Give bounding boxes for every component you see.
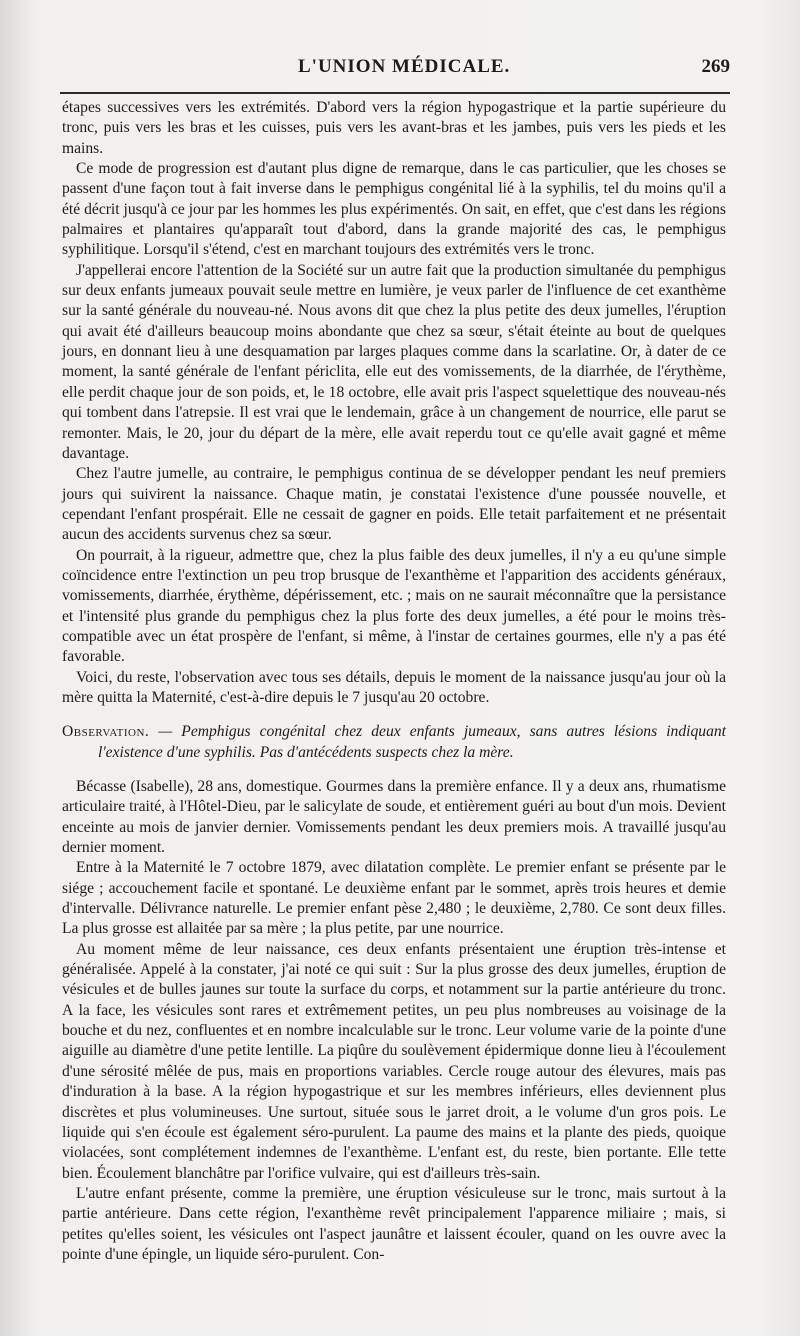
observation-label: Observation.	[62, 723, 150, 741]
paragraph: Entre à la Maternité le 7 octobre 1879, avec dilatation complète. Le premier enfant se présente par le siége ; accouchement facile et spontané. Le deuxième enfant par le sommet, après trois heures et demie d'intervalle. Délivrance naturelle. Le premier enfant pèse 2,480 ; le deuxième, 2,780. Ce sont deux filles. La plus grosse est allaitée par sa mère ; la plus petite, par une nourrice.	[62, 859, 726, 938]
paragraph: On pourrait, à la rigueur, admettre que, chez la plus faible des deux jumelles, il n'y a eu qu'une simple coïncidence entre l'extinction un peu trop brusque de l'exanthème et l'apparition des accidents généraux, vomissements, diarrhée, érythème, dépérissement, etc. ; mais on ne saurait méconnaître que la persistance et l'intensité plus grande du pemphigus chez la plus forte des deux jumelles, a été pour le moins très-compatible avec un état prospère de l'enfant, si même, à l'instar de certaines gourmes, elle n'y a pas été favorable.	[62, 546, 726, 666]
paragraph: Au moment même de leur naissance, ces deux enfants présentaient une éruption très-intense et généralisée. Appelé à la constater, j'ai noté ce qui suit : Sur la plus grosse des deux jumelles, éruption de vésicules et de bulles jaunes sur toute la surface du corps, et notamment sur la partie antérieure du tronc. A la face, les vésicules sont rares et extrêmement petites, un peu plus nombreuses au voisinage de la bouche et du nez, confluentes et en nombre incalculable sur le tronc. Leur volume varie de la pointe d'une aiguille au diamètre d'une petite lentille. La piqûre du soulèvement épidermique donne lieu à l'écoulement d'une sérosité mêlée de pus, mais en proportions variables. Cercle rouge autour des élevures, mais pas d'induration à la base. A la région hypogastrique et sur les membres inférieurs, elles deviennent plus discrètes et plus volumineuses. Une surtout, située sous le jarret droit, a le volume d'un gros pois. Le liquide qui s'en écoule est également séro-purulent. La paume des mains et la plante des pieds, quoique violacées, sont complétement indemnes de l'exanthème. L'enfant est, du reste, bien portante. Elle tette bien. Écoulement blanchâtre par l'orifice vulvaire, qui est d'ailleurs très-sain.	[62, 940, 726, 1182]
header-rule	[60, 92, 730, 94]
paragraph: J'appellerai encore l'attention de la Société sur un autre fait que la production simultanée du pemphigus sur deux enfants jumeaux pouvait seule mettre en lumière, je veux parler de l'influence de cet exanthème sur la santé générale du nouveau-né. Nous avons dit que chez la plus petite des deux jumelles, l'éruption qui avait été d'ailleurs beaucoup moins abondante que chez sa sœur, s'était éteinte au bout de quelques jours, en donnant lieu à une desquamation par larges plaques comme dans la scarlatine. Or, à dater de ce moment, la santé générale de l'enfant périclita, elle eut des vomissements, de la diarrhée, de l'érythème, elle perdit chaque jour de son poids, et, le 18 octobre, elle avait pris l'aspect squelettique des nouveau-nés qui tombent dans l'atrepsie. Il est vrai que le lendemain, grâce à un changement de nourrice, elle parut se remonter. Mais, le 20, jour du départ de la mère, elle avait reperdu tout ce qu'elle avait gagné et même davantage.	[62, 261, 726, 462]
running-title: L'UNION MÉDICALE.	[298, 56, 511, 77]
page-number: 269	[701, 56, 730, 77]
paragraph: Chez l'autre jumelle, au contraire, le pemphigus continua de se développer pendant les neuf premiers jours qui suivirent la naissance. Chaque matin, je constatai l'existence d'une poussée nouvelle, et cependant l'enfant prospérait. Elle ne cessait de gagner en poids. Elle tetait parfaitement et ne présentait aucun des accidents survenus chez sa sœur.	[62, 465, 726, 544]
observation-title: — Pemphigus congénital chez deux enfants jumeaux, sans autres lésions indiquant l'existence d'une syphilis. Pas d'antécédents suspects chez la mère.	[98, 723, 726, 761]
paragraph: Bécasse (Isabelle), 28 ans, domestique. Gourmes dans la première enfance. Il y a deux ans, rhumatisme articulaire traité, à l'Hôtel-Dieu, par le salicylate de soude, et entièrement guéri au bout d'un mois. Devient enceinte au mois de janvier dernier. Vomissements pendant les deux premiers mois. A travaillé jusqu'au dernier moment.	[62, 778, 726, 857]
paragraph: étapes successives vers les extrémités. D'abord vers la région hypogastrique et la partie supérieure du tronc, puis vers les bras et les cuisses, puis vers les avant-bras et les jambes, puis vers les pieds et les mains.	[62, 99, 726, 157]
paragraph: Ce mode de progression est d'autant plus digne de remarque, dans le cas particulier, que les choses se passent d'une façon tout à fait inverse dans le pemphigus congénital lié à la syphilis, tel du moins qu'il a été décrit jusqu'à ce jour par les hommes les plus expérimentés. On sait, en effet, que c'est dans les régions palmaires et plantaires qu'apparaît tout d'abord, dans la grande majorité des cas, le pemphigus syphilitique. Lorsqu'il s'étend, c'est en marchant toujours des extrémités vers le tronc.	[62, 160, 726, 259]
observation-heading	[62, 722, 726, 763]
article-body	[62, 98, 726, 1265]
paragraph: L'autre enfant présente, comme la première, une éruption vésiculeuse sur le tronc, mais surtout à la partie antérieure. Dans cette région, l'exanthème revêt principalement l'apparence miliaire ; mais, si petites qu'elles soient, les vésicules ont l'aspect jaunâtre et laissent écouler, quand on les ouvre avec la pointe d'une épingle, un liquide séro-purulent. Con-	[62, 1184, 726, 1263]
page-header	[60, 50, 730, 86]
paragraph: Voici, du reste, l'observation avec tous ses détails, depuis le moment de la naissance jusqu'au jour où la mère quitta la Maternité, c'est-à-dire depuis le 7 jusqu'au 20 octobre.	[62, 668, 726, 706]
